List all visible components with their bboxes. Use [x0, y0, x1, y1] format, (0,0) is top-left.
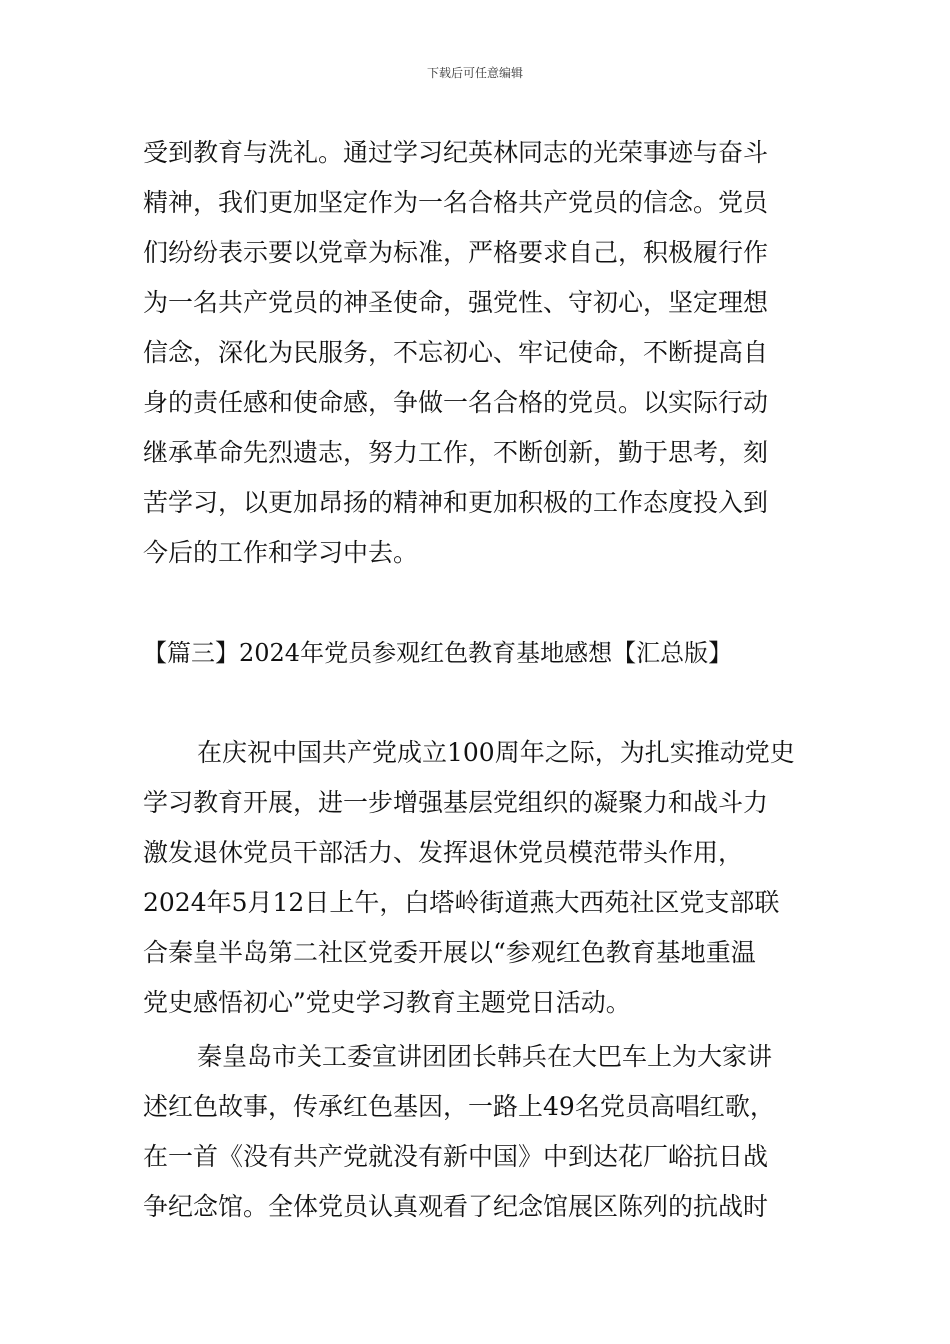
spacer: [143, 678, 823, 728]
page-header-note: 下载后可任意编辑: [426, 66, 523, 80]
paragraph-line: 述红色故事，传承红色基因，一路上49名党员高唱红歌，: [143, 1092, 775, 1121]
paragraph-line: 为一名共产党员的神圣使命，强党性、守初心，坚定理想: [143, 288, 769, 317]
paragraph-2: [143, 728, 823, 1028]
paragraph-line: 学习教育开展，进一步增强基层党组织的凝聚力和战斗力: [143, 788, 769, 817]
paragraph-line: 们纷纷表示要以党章为标准，严格要求自己，积极履行作: [143, 238, 769, 267]
paragraph-3: [143, 1032, 823, 1232]
paragraph-line: 在庆祝中国共产党成立100周年之际，为扎实推动党史: [197, 738, 795, 767]
paragraph-line: 苦学习，以更加昂扬的精神和更加积极的工作态度投入到: [143, 488, 769, 517]
paragraph-line: 在一首《没有共产党就没有新中国》中到达花厂峪抗日战: [143, 1142, 769, 1171]
paragraph-line: 合秦皇半岛第二社区党委开展以“参观红色教育基地重温: [143, 938, 756, 967]
paragraph-line: 受到教育与洗礼。通过学习纪英林同志的光荣事迹与奋斗: [143, 138, 769, 167]
paragraph-line: 信念，深化为民服务，不忘初心、牢记使命，不断提高自: [143, 338, 769, 367]
paragraph-line: 今后的工作和学习中去。: [143, 538, 419, 567]
paragraph-1: [143, 128, 823, 578]
paragraph-line: 继承革命先烈遗志，努力工作，不断创新，勤于思考，刻: [143, 438, 769, 467]
paragraph-line: 2024年5月12日上午，白塔岭街道燕大西苑社区党支部联: [143, 888, 780, 917]
spacer: [143, 578, 823, 628]
paragraph-line: 身的责任感和使命感，争做一名合格的党员。以实际行动: [143, 388, 769, 417]
paragraph-line: 争纪念馆。全体党员认真观看了纪念馆展区陈列的抗战时: [143, 1192, 769, 1221]
paragraph-line: 秦皇岛市关工委宣讲团团长韩兵在大巴车上为大家讲: [197, 1042, 773, 1071]
paragraph-line: 精神，我们更加坚定作为一名合格共产党员的信念。党员: [143, 188, 769, 217]
paragraph-line: 党史感悟初心”党史学习教育主题党日活动。: [143, 988, 631, 1017]
document-body: [143, 128, 823, 1232]
section-heading: 【篇三】2024年党员参观红色教育基地感想【汇总版】: [143, 639, 733, 667]
paragraph-line: 激发退休党员干部活力、发挥退休党员模范带头作用，: [143, 838, 744, 867]
